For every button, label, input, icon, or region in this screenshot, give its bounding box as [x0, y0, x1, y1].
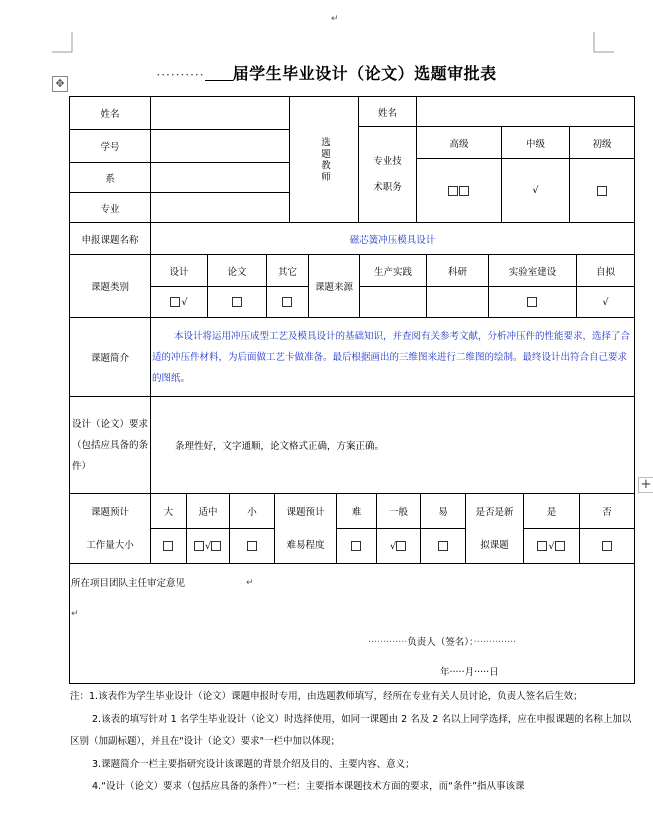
source-production-checkbox[interactable] — [359, 286, 427, 318]
student-name-value[interactable] — [150, 96, 290, 130]
category-thesis-label: 论文 — [207, 254, 267, 287]
difficulty-normal-checkbox[interactable]: √ — [376, 528, 421, 564]
source-production-label: 生产实践 — [359, 254, 427, 287]
difficulty-easy-label: 易 — [420, 493, 466, 529]
topic-name-value[interactable]: 磁芯簧冲压模具设计 — [150, 222, 635, 255]
rank-high-label: 高级 — [416, 126, 502, 159]
title-rank-label: 专业技 术职务 — [358, 126, 417, 223]
new-topic-no-label: 否 — [579, 493, 635, 529]
student-id-label: 学号 — [69, 129, 151, 163]
source-lab-checkbox[interactable] — [488, 286, 577, 318]
category-thesis-checkbox[interactable] — [207, 286, 267, 318]
new-topic-no-checkbox[interactable] — [579, 528, 635, 564]
signer-line: ·············负责人（签名）：·············· — [368, 637, 517, 648]
workload-big-checkbox[interactable] — [150, 528, 187, 564]
notes-section — [70, 686, 636, 799]
margin-corner-left — [52, 32, 74, 54]
rank-low-label: 初级 — [569, 126, 635, 159]
note-1: 注：1.该表作为学生毕业设计（论文）课题申报时专用，由选题教师填写，经所在专业有关人员讨论，负责人签名后生效； — [70, 691, 583, 702]
paragraph-mark: ↵ — [331, 14, 339, 24]
category-other-label: 其它 — [266, 254, 309, 287]
workload-medium-label: 适中 — [186, 493, 230, 529]
note-4: 4.“设计（论文）要求（包括应具备的条件）”一栏：主要指本课题技术方面的要求，而“条件”指从事该课 — [92, 781, 525, 792]
difficulty-label: 课题预计 难易程度 — [274, 493, 337, 564]
difficulty-hard-checkbox[interactable] — [336, 528, 377, 564]
intro-label: 课题简介 — [69, 317, 151, 397]
paragraph-mark: ↵ — [71, 609, 79, 619]
requirements-label: 设计（论文）要求（包括应具备的条件） — [69, 396, 151, 494]
major-value[interactable] — [150, 192, 290, 223]
category-design-checkbox[interactable]: √ — [150, 286, 208, 318]
note-3: 3.课题简介一栏主要指研究设计该课题的背景介绍及目的、主要内容、意义； — [92, 758, 415, 770]
teacher-section-label: 选题教师 — [289, 96, 359, 223]
category-label: 课题类别 — [69, 254, 151, 318]
margin-corner-right — [592, 32, 614, 54]
student-name-label: 姓名 — [69, 96, 151, 130]
workload-medium-checkbox[interactable]: √ — [186, 528, 230, 564]
dept-value[interactable] — [150, 162, 290, 193]
workload-small-label: 小 — [229, 493, 275, 529]
teacher-name-value[interactable] — [416, 96, 635, 127]
source-research-checkbox[interactable] — [426, 286, 489, 318]
teacher-name-label: 姓名 — [358, 96, 417, 127]
new-topic-label: 是否是新 拟课题 — [465, 493, 524, 564]
topic-name-label: 申报课题名称 — [69, 222, 151, 255]
rank-mid-label: 中级 — [501, 126, 570, 159]
add-column-icon[interactable]: + — [638, 477, 653, 493]
note-2: 2.该表的填写针对 1 名学生毕业设计（论文）时选择使用，如同一课题由 2 名及 2 名以上同学选择，应在申报课题的名称上加以区别（加副标题），并且在"设计（论文）要求"一栏中加以体现； — [70, 713, 632, 747]
review-label: 所在项目团队主任审定意见 — [71, 578, 186, 589]
source-lab-label: 实验室建设 — [488, 254, 577, 287]
source-self-label: 自拟 — [576, 254, 635, 287]
major-label: 专业 — [69, 192, 151, 223]
difficulty-easy-checkbox[interactable] — [420, 528, 466, 564]
workload-big-label: 大 — [150, 493, 187, 529]
workload-label: 课题预计 工作量大小 — [69, 493, 151, 564]
review-date[interactable]: 年·····月·····日 — [440, 667, 499, 678]
category-other-checkbox[interactable] — [266, 286, 309, 318]
new-topic-yes-checkbox[interactable]: √ — [523, 528, 580, 564]
rank-mid-checkbox[interactable]: √ — [501, 158, 570, 223]
difficulty-normal-label: 一般 — [376, 493, 421, 529]
page-title: ·········· 届学生毕业设计（论文）选题审批表 — [156, 64, 497, 83]
rank-high-checkbox[interactable] — [416, 158, 502, 223]
student-id-value[interactable] — [150, 129, 290, 163]
workload-small-checkbox[interactable] — [229, 528, 275, 564]
source-research-label: 科研 — [426, 254, 489, 287]
dept-label: 系 — [69, 162, 151, 193]
new-topic-yes-label: 是 — [523, 493, 580, 529]
table-move-handle-icon[interactable]: ✥ — [52, 76, 68, 92]
source-self-checkbox[interactable]: √ — [576, 286, 635, 318]
paragraph-mark: ↵ — [246, 578, 254, 588]
source-label: 课题来源 — [308, 254, 360, 318]
rank-low-checkbox[interactable] — [569, 158, 635, 223]
category-design-label: 设计 — [150, 254, 208, 287]
difficulty-hard-label: 难 — [336, 493, 377, 529]
requirements-text[interactable]: 条理性好，文字通顺，论文格式正确，方案正确。 — [150, 396, 635, 494]
intro-text[interactable]: 本设计将运用冲压成型工艺及模具设计的基础知识，并查阅有关参考文献，分析冲压件的性能要求，选择了合适的冲压件材料，为后面做工艺卡做准备。最后根据画出的三维图来进行二维图的绘制。最终设计出符合自己要求的图纸。 — [152, 331, 631, 384]
